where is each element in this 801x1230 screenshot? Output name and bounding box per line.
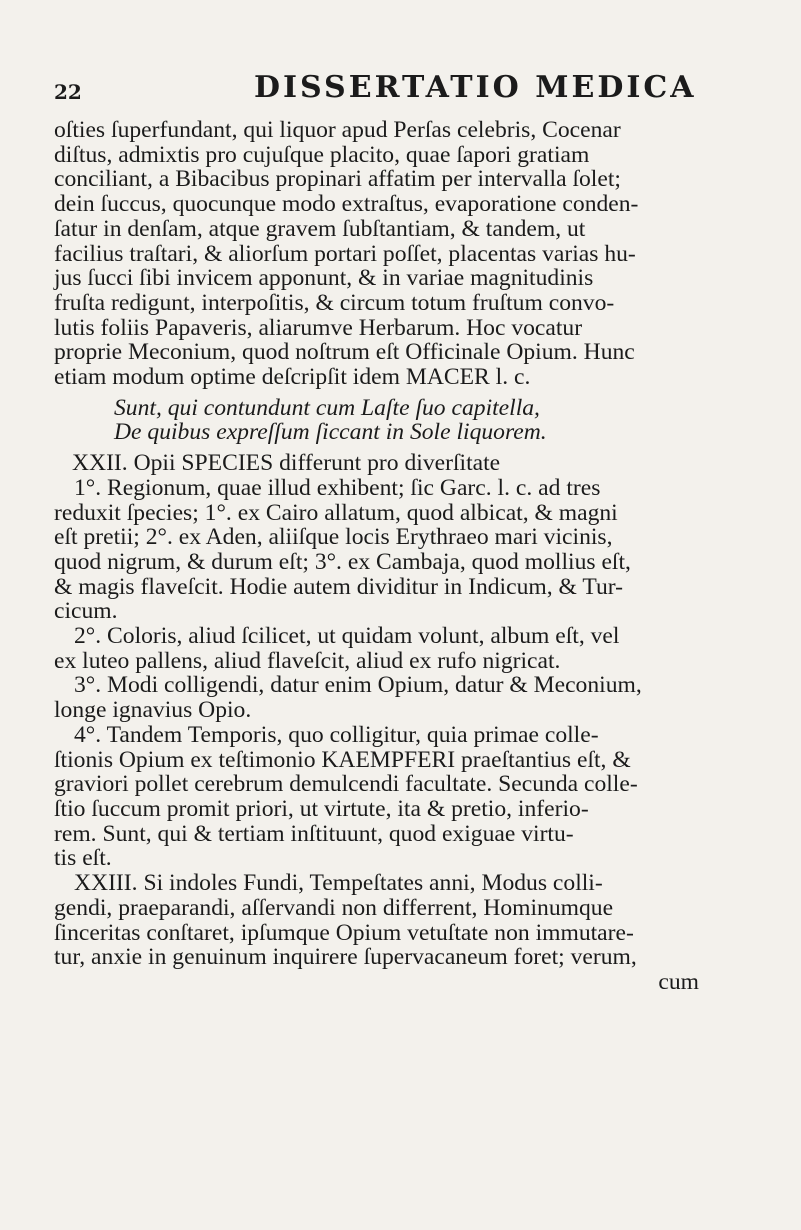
verse-line: Sunt, qui contundunt cum Laſte ſuo capitella,	[114, 394, 540, 421]
text-line: tur, anxie in genuinum inquirere ſupervacaneum foret; verum,	[54, 944, 637, 971]
text-line: dein ſuccus, quocunque modo extraſtus, evaporatione conden-	[54, 191, 639, 218]
text-line: longe ignavius Opio.	[54, 697, 252, 724]
text-line: 2°. Coloris, aliud ſcilicet, ut quidam volunt, album eſt, vel	[74, 623, 620, 650]
text-line: eſt pretii; 2°. ex Aden, aliiſque locis Erythraeo mari vicinis,	[54, 524, 613, 551]
body-text	[54, 118, 739, 995]
text-line: 4°. Tandem Temporis, quo colligitur, quia primae colle-	[74, 721, 599, 748]
text-line: proprie Meconium, quod noſtrum eſt Officinale Opium. Hunc	[54, 339, 635, 366]
text-line: graviori pollet cerebrum demulcendi facultate. Secunda colle-	[54, 771, 638, 798]
text-line: 1°. Regionum, quae illud exhibent; ſic Garc. l. c. ad tres	[74, 474, 601, 501]
text-line: ex luteo pallens, aliud flaveſcit, aliud ex rufo nigricat.	[54, 647, 561, 674]
text-line: facilius traſtari, & aliorſum portari poſſet, placentas varias hu-	[54, 240, 636, 267]
verse-line: De quibus expreſſum ſiccant in Sole liquorem.	[114, 419, 547, 446]
text-line: lutis foliis Papaveris, aliarumve Herbarum. Hoc vocatur	[54, 314, 583, 341]
text-line: gendi, praeparandi, aſſervandi non differrent, Hominumque	[54, 894, 614, 921]
running-head: DISSERTATIO MEDICA	[254, 70, 697, 105]
text-line: tis eſt.	[54, 845, 112, 872]
text-line: oſties ſuperfundant, qui liquor apud Perſas celebris, Cocenar	[54, 117, 621, 143]
text-line: ſtio ſuccum promit priori, ut virtute, ita & pretio, inferio-	[54, 795, 589, 822]
text-line: diſtus, admixtis pro cujuſque placito, quae ſapori gratiam	[54, 141, 590, 168]
text-line: conciliant, a Bibacibus propinari affatim per intervalla ſolet;	[54, 166, 621, 193]
text-line: ſtionis Opium ex teſtimonio KAEMPFERI praeſtantius eſt, &	[54, 746, 631, 773]
text-line: reduxit ſpecies; 1°. ex Cairo allatum, quod albicat, & magni	[54, 499, 618, 526]
text-line: ſatur in denſam, atque gravem ſubſtantiam, & tandem, ut	[54, 215, 586, 242]
text-line: ſinceritas conſtaret, ipſumque Opium vetuſtate non immutare-	[54, 919, 634, 946]
catchword: cum	[658, 968, 699, 995]
text-line: rem. Sunt, qui & tertiam inſtituunt, quod exiguae virtu-	[54, 820, 574, 847]
text-line: & magis flaveſcit. Hodie autem dividitur in Indicum, & Tur-	[54, 573, 623, 600]
verse-quotation	[54, 396, 739, 445]
page-header	[54, 70, 739, 118]
text-line: quod nigrum, & durum eſt; 3°. ex Cambaja, quod mollius eſt,	[54, 548, 631, 575]
section-heading-xxiii: XXIII. Si indoles Fundi, Tempeſtates anni, Modus colli-	[74, 870, 603, 897]
text-line: etiam modum optime deſcripſit idem MACER l. c.	[54, 364, 531, 391]
section-heading-xxii: XXII. Opii SPECIES differunt pro diverſitate	[72, 450, 501, 477]
text-line: cicum.	[54, 598, 118, 625]
text-line: 3°. Modi colligendi, datur enim Opium, datur & Meconium,	[74, 672, 642, 699]
page-number: 22	[54, 80, 82, 104]
text-line: jus ſucci ſibi invicem apponunt, & in variae magnitudinis	[54, 265, 594, 292]
text-line: fruſta redigunt, interpoſitis, & circum totum fruſtum convo-	[54, 289, 615, 316]
